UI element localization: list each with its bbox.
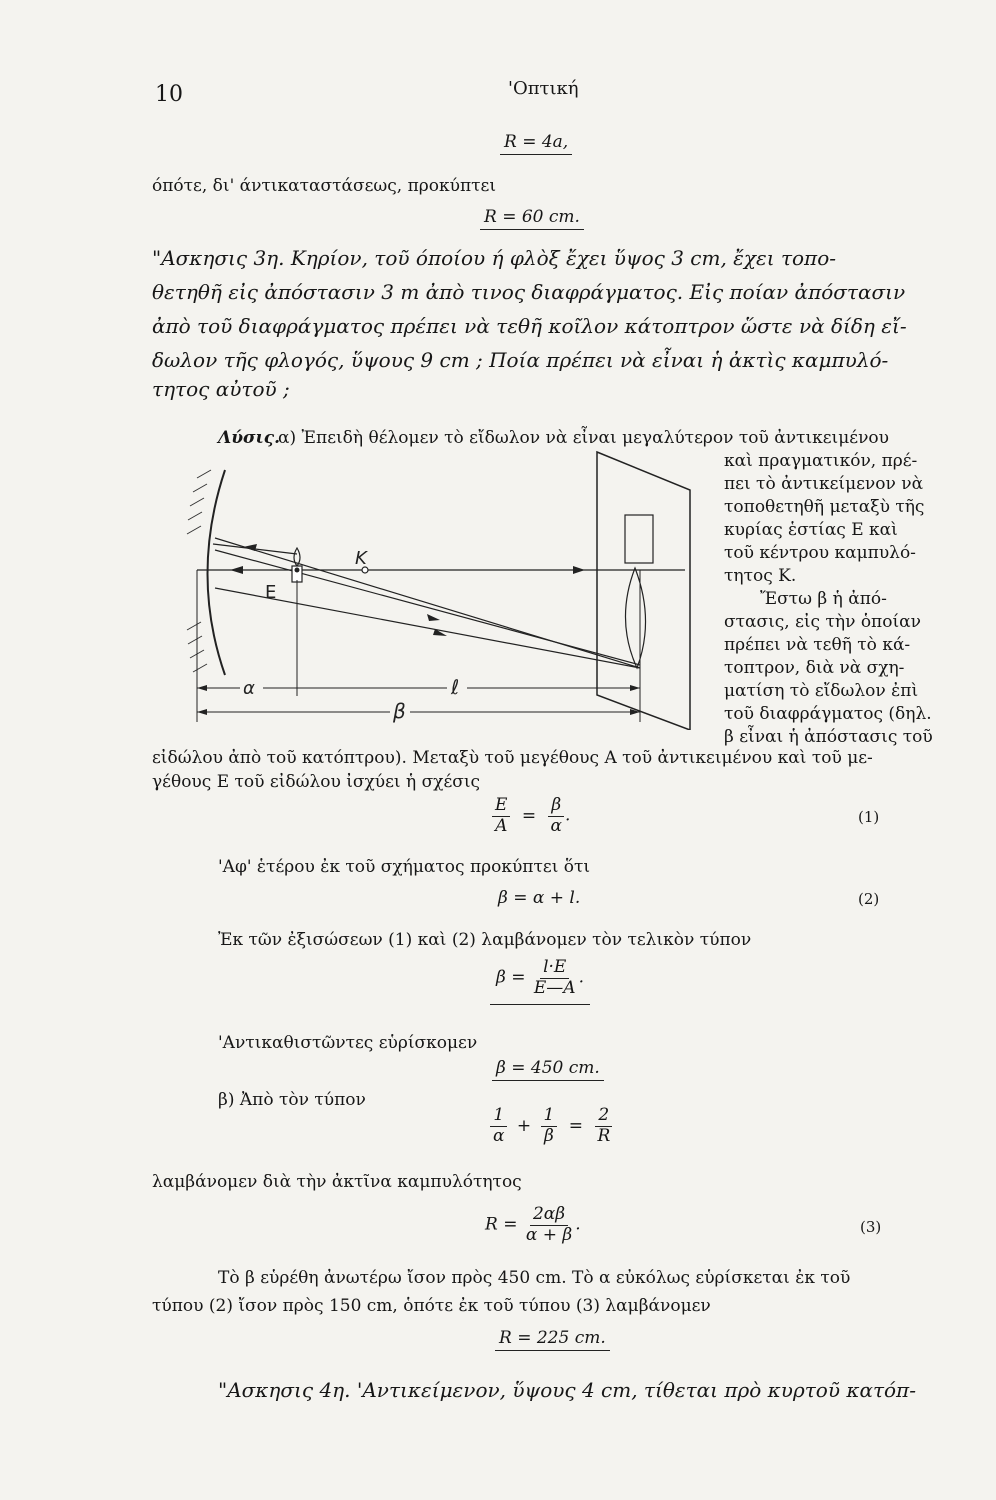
equation-mirror-formula: $\frac{1}{\alpha}$ + $\frac{1}{\beta}$ = $\frac{2}{R}$	[490, 1106, 613, 1146]
exercise-3-line-4: δωλον τῆς φλογός, ὕψους 9 cm ; Ποία πρέπει νὰ εἶναι ἡ ἀκτὶς καμπυλό-	[152, 348, 889, 372]
text-line: όπότε, δι' άντικαταστάσεως, προκύπτει	[152, 176, 497, 196]
side-text-line: πρέπει νὰ τεθῆ τὸ κά-	[724, 635, 911, 655]
text-line: β) Ἀπὸ τὸν τύπον	[218, 1090, 366, 1110]
solution-label: Λύσις.	[218, 428, 281, 448]
ray-arrow	[230, 566, 243, 574]
side-text-line: κυρίας ἑστίας E καὶ	[724, 520, 898, 540]
side-text-line: τοπτρον, διὰ νὰ σχη-	[724, 658, 905, 678]
equation-1: $\frac{E}{A}$ = $\frac{\beta}{\alpha}$ .	[492, 796, 570, 836]
equation-3: R = $\frac{2\alpha\beta}{\alpha + \beta}$ .	[485, 1204, 581, 1245]
equation-225: R = 225 cm.	[495, 1328, 610, 1348]
ray-arrow	[427, 614, 440, 621]
solution-line-1: α) Ἐπειδὴ θέλομεν τὸ εἴδωλον νὰ εἶναι μεγαλύτερον τοῦ ἀντικειμένου	[278, 428, 889, 448]
label-e: E	[265, 582, 277, 603]
side-text-line: καὶ πραγματικόν, πρέ-	[724, 451, 918, 471]
ray-arrow	[573, 566, 585, 574]
label-k: K	[355, 548, 367, 569]
label-l: ℓ	[451, 675, 460, 699]
side-text-line: τητος K.	[724, 566, 797, 586]
candle-image	[625, 568, 645, 668]
side-text-line: τοῦ διαφράγματος (δηλ.	[724, 704, 932, 724]
concave-mirror	[208, 470, 226, 675]
equation-450: β = 450 cm.	[492, 1058, 604, 1078]
exercise-3-line-1: "Ασκησις 3η. Κηρίον, τοῦ όποίου ή φλὸξ ἔχει ὕψος 3 cm, ἔχει τοπο-	[152, 246, 837, 270]
equation-number: (2)	[858, 890, 880, 908]
text-line: Ἐκ τῶν ἐξισώσεων (1) καὶ (2) λαμβάνομεν τὸν τελικὸν τύπον	[218, 930, 752, 950]
text-line: εἰδώλου ἀπὸ τοῦ κατόπτρου). Μεταξὺ τοῦ μεγέθους A τοῦ ἀντικειμένου καὶ τοῦ με-	[152, 748, 873, 768]
side-text-line: πει τὸ ἀντικείμενον νὰ	[724, 474, 924, 494]
exercise-3-line-2: θετηθῆ εἰς ἀπόστασιν 3 m ἀπὸ τινος διαφράγματος. Εἰς ποίαν ἀπόστασιν	[152, 280, 906, 304]
equation-2: β = α + l.	[498, 888, 581, 908]
text-line: λαμβάνομεν διὰ τὴν ἀκτῖνα καμπυλότητος	[152, 1172, 522, 1192]
text-line: Τὸ β εὑρέθη ἀνωτέρω ἴσον πρὸς 450 cm. Τὸ α εὐκόλως εὑρίσκεται ἐκ τοῦ	[218, 1268, 851, 1288]
ray	[215, 538, 640, 668]
text-line: 'Αφ' ἑτέρου ἐκ τοῦ σχήματος προκύπτει ὅτι	[218, 857, 591, 877]
side-text-line: β εἶναι ἡ ἀπόστασις τοῦ	[724, 727, 933, 747]
equation-number: (3)	[860, 1218, 882, 1236]
dimension-arrow	[197, 685, 207, 691]
equation-r-60: R = 60 cm.	[480, 207, 584, 227]
side-text-line: στασις, εἰς τὴν ὁποίαν	[724, 612, 921, 632]
page-header-title: 'Οπτική	[508, 78, 579, 99]
dimension-arrow	[197, 709, 207, 715]
text-line: 'Αντικαθιστῶντες εὑρίσκομεν	[218, 1033, 478, 1053]
label-b: β	[393, 699, 406, 723]
label-a: α	[243, 678, 255, 699]
candle-image-body	[625, 515, 653, 563]
exercise-3-line-3: ἀπὸ τοῦ διαφράγματος πρέπει νὰ τεθῆ κοῖλον κάτοπτρον ὥστε νὰ δίδη εἴ-	[152, 314, 907, 338]
side-text-line: ματίση τὸ εἴδωλον ἐπὶ	[724, 681, 919, 701]
side-text-line: τοποθετηθῆ μεταξὺ τῆς	[724, 497, 925, 517]
ray	[215, 588, 640, 668]
text-line: γέθους E τοῦ εἰδώλου ἰσχύει ἡ σχέσις	[152, 772, 481, 792]
equation-final-formula: β = $\frac{l\cdot E}{E—A}$ .	[490, 958, 590, 1005]
exercise-3-line-5: τητος αὐτοῦ ;	[152, 377, 290, 401]
exercise-4-line: "Ασκησις 4η. 'Αντικείμενον, ὕψους 4 cm, τίθεται πρὸ κυρτοῦ κατόπ-	[218, 1378, 916, 1402]
equation-number: (1)	[858, 808, 880, 826]
dimension-arrow	[630, 685, 640, 691]
side-text-line: τοῦ κέντρου καμπυλό-	[724, 543, 916, 563]
concave-mirror-diagram	[185, 440, 705, 730]
side-text-line: Ἔστω β ἡ ἀπό-	[760, 589, 887, 609]
text-line: τύπου (2) ἴσον πρὸς 150 cm, ὁπότε ἐκ τοῦ τύπου (3) λαμβάνομεν	[152, 1296, 711, 1316]
page-number: 10	[155, 82, 183, 107]
equation-r-4a: R = 4a,	[500, 132, 572, 152]
ray-arrow	[243, 544, 257, 551]
